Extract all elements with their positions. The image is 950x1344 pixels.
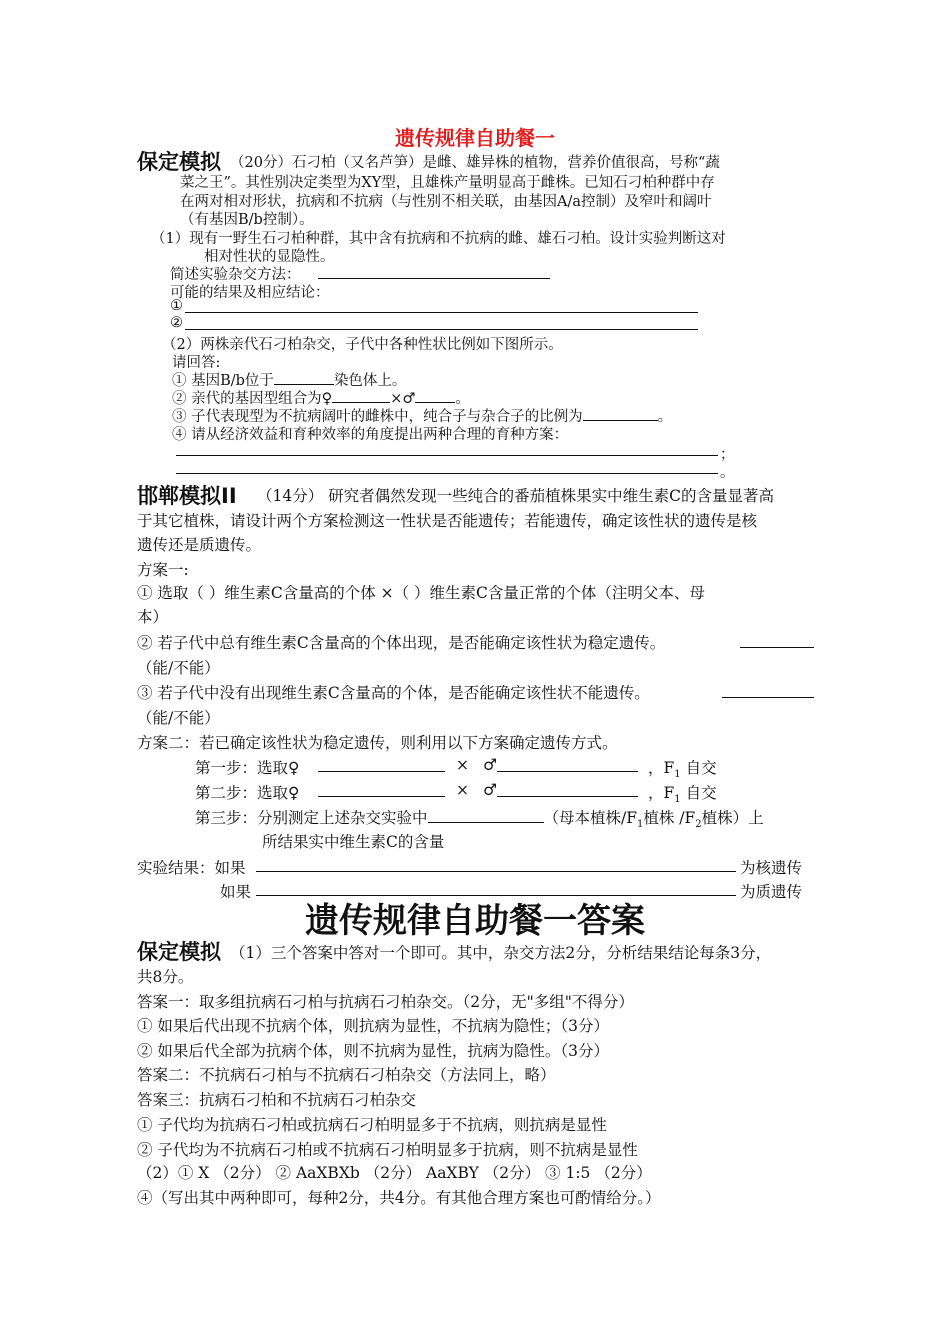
plan1-item1: ① 选取（ ）维生素C含量高的个体 ×（ ）维生素C含量正常的个体（注明父本、母 <box>137 584 705 602</box>
q1-sub1: ① 基因B/b位于 染色体上。 <box>172 369 406 390</box>
plan1-item2: （能/不能） <box>137 659 220 677</box>
answer-line: 共8分。 <box>137 968 194 986</box>
answer-line: ① 如果后代出现不抗病个体，则抗病为显性，不抗病为隐性；（3分） <box>137 1017 610 1035</box>
cross-symbol: × <box>456 781 469 799</box>
q1-sub3: ③ 子代表现型为不抗病阔叶的雌株中，纯合子与杂合子的比例为 。 <box>172 405 672 426</box>
q1-part1: 相对性状的显隐性。 <box>204 249 335 265</box>
answer-blank[interactable] <box>428 808 544 823</box>
q1-intro-line: （20分）石刁柏（又名芦笋）是雌、雄异株的植物，营养价值很高，号称“蔬 <box>230 155 720 171</box>
result-label: 实验结果：如果 <box>137 859 246 877</box>
answer-blank[interactable] <box>176 441 718 456</box>
q1-intro-line: （有基因B/b控制）。 <box>180 212 314 228</box>
plan2-step3: 所结果实中维生素C的含量 <box>262 833 445 851</box>
f1-selfing: ，$F_1$ 自交 <box>648 759 717 781</box>
plan1-item3: ③ 若子代中没有出现维生素C含量高的个体，是否能确定该性状不能遗传。 <box>137 684 650 702</box>
answer-line: ① 子代均为抗病石刁柏或抗病石刁柏明显多于不抗病，则抗病是显性 <box>137 1116 607 1134</box>
result-marker-2: ② <box>170 315 183 331</box>
q1-results-label: 可能的结果及相应结论： <box>170 285 330 301</box>
answer-line: ② 子代均为不抗病石刁柏或不抗病石刁柏明显多于抗病，则不抗病是显性 <box>137 1141 638 1159</box>
answer-blank[interactable] <box>318 757 445 772</box>
q1-method-label: 简述实验杂交方法： <box>170 267 301 283</box>
answer-line: ④（写出其中两种即可，每种2分，共4分。有其他合理方案也可酌情给分。） <box>137 1189 661 1207</box>
answer-blank[interactable] <box>274 370 334 385</box>
plan1-item3: （能/不能） <box>137 709 220 727</box>
q2-intro-line: 遗传还是质遗传。 <box>137 536 262 554</box>
answer-blank[interactable] <box>497 757 638 772</box>
plan1-item1: 本） <box>137 608 169 626</box>
answer-line: ② 如果后代全部为抗病个体，则不抗病为显性，抗病为隐性。（3分） <box>137 1042 610 1060</box>
plan2-step2: 第二步：选取♀ <box>195 784 300 802</box>
document-title: 遗传规律自助餐一 <box>395 126 555 150</box>
plan2-step3: 第三步：分别测定上述杂交实验中 （母本植株$/F_1$植株 $/F_2$植株）上 <box>195 809 764 831</box>
q1-intro-line: 菜之王”。其性别决定类型为XY型，且雄株产量明显高于雌株。已知石刁柏种群中存 <box>180 175 715 191</box>
plan2-step1: 第一步：选取♀ <box>195 759 300 777</box>
q2-intro-line: （14分） 研究者偶然发现一些纯合的番茄植株果实中维生素C的含量显著高 <box>257 487 775 505</box>
f1-selfing: ，$F_1$ 自交 <box>648 784 717 806</box>
q1-intro-line: 在两对相对形状，抗病和不抗病（与性别不相关联，由基因A/a控制）及窄叶和阔叶 <box>180 194 712 210</box>
plan2-label: 方案二：若已确定该性状为稳定遗传，则利用以下方案确定遗传方式。 <box>137 734 618 752</box>
cross-symbol: × <box>456 756 469 774</box>
answer-blank[interactable] <box>185 315 698 330</box>
period: 。 <box>720 465 735 481</box>
answer-title: 遗传规律自助餐一答案 <box>305 901 645 941</box>
result-if: 如果 <box>220 883 252 901</box>
semicolon: ； <box>720 447 735 463</box>
answer-line: 答案一：取多组抗病石刁柏与抗病石刁柏杂交。（2分，无"多组"不得分） <box>137 993 634 1011</box>
answer-blank[interactable] <box>497 782 638 797</box>
answer-blank[interactable] <box>256 857 736 872</box>
q2-intro-line: 于其它植株，请设计两个方案检测这一性状是否能遗传；若能遗传，确定该性状的遗传是核 <box>137 512 758 530</box>
answer-blank[interactable] <box>583 406 658 421</box>
male-symbol: ♂ <box>483 781 497 799</box>
q1-answer-prompt: 请回答: <box>172 355 221 371</box>
q1-heading: 保定模拟 <box>137 150 221 174</box>
result-marker-1: ① <box>170 298 183 314</box>
answer-line: （2）① X （2分） ② AaXBXb （2分） AaXBY （2分） ③ 1:5 （2分） <box>137 1164 652 1182</box>
answer-blank[interactable] <box>318 782 445 797</box>
answer-blank[interactable] <box>318 264 550 279</box>
answer-heading: 保定模拟 <box>137 940 221 964</box>
plan1-item2: ② 若子代中总有维生素C含量高的个体出现，是否能确定该性状为稳定遗传。 <box>137 634 666 652</box>
answer-blank[interactable] <box>332 388 390 403</box>
answer-blank[interactable] <box>176 459 718 474</box>
answer-line: （1）三个答案中答对一个即可。其中，杂交方法2分，分析结果结论每条3分， <box>230 944 772 962</box>
male-symbol: ♂ <box>483 756 497 774</box>
q1-sub4: ④ 请从经济效益和育种效率的角度提出两种合理的育种方案： <box>172 427 569 443</box>
q1-part1: （1）现有一野生石刁柏种群，其中含有抗病和不抗病的雌、雄石刁柏。设计实验判断这对 <box>151 231 726 247</box>
result-cyto: 为质遗传 <box>740 883 803 901</box>
plan1-label: 方案一: <box>137 561 189 579</box>
q1-sub2: ② 亲代的基因型组合为♀ ×♂ 。 <box>172 387 470 408</box>
result-nuclear: 为核遗传 <box>740 859 803 877</box>
answer-blank[interactable] <box>740 633 814 648</box>
q2-heading: 邯郸模拟II <box>137 484 237 508</box>
answer-line: 答案二：不抗病石刁柏与不抗病石刁柏杂交（方法同上，略） <box>137 1066 556 1084</box>
q1-part2: （2）两株亲代石刁柏杂交，子代中各种性状比例如下图所示。 <box>162 337 563 353</box>
answer-line: 答案三：抗病石刁柏和不抗病石刁柏杂交 <box>137 1091 417 1109</box>
answer-blank[interactable] <box>185 298 698 313</box>
answer-blank[interactable] <box>415 388 455 403</box>
answer-blank[interactable] <box>722 683 814 698</box>
